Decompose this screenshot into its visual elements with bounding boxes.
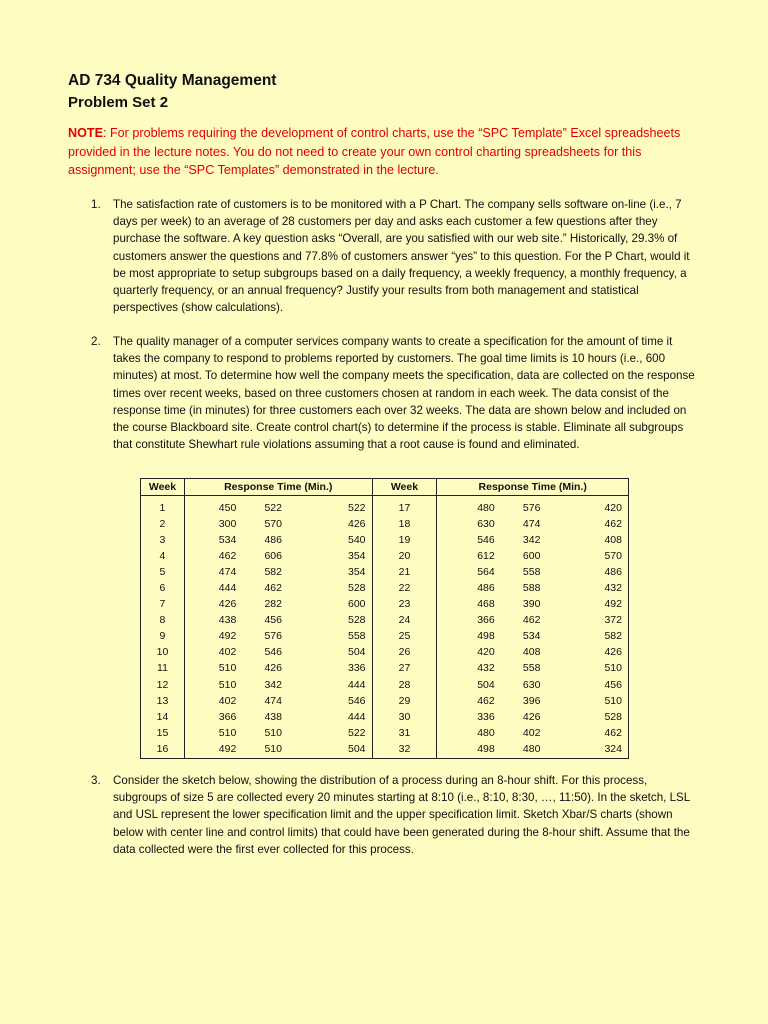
response-cell: 504: [302, 645, 372, 661]
response-cell: 474: [522, 517, 541, 530]
week-cell: 13: [141, 693, 185, 709]
response-cell: 582: [264, 565, 282, 578]
response-cell: 438: [264, 710, 282, 723]
response-cell: 366: [218, 710, 237, 723]
table-row: [141, 532, 629, 548]
response-cell: 558: [522, 662, 541, 675]
response-cell: 474: [218, 565, 237, 578]
response-cell: 498: [437, 741, 503, 758]
table-row: [141, 564, 629, 580]
response-cell: 402: [218, 646, 237, 659]
response-cell: 576: [264, 630, 282, 643]
response-cell: 342: [264, 678, 282, 691]
response-cell: 510: [218, 662, 237, 675]
response-cell: 462: [561, 516, 629, 532]
response-cell: 564: [477, 565, 495, 578]
week-cell: 21: [372, 564, 437, 580]
response-cell: 480: [477, 501, 495, 514]
week-cell: 3: [141, 532, 185, 548]
table-row: [141, 516, 629, 532]
table-row: [141, 645, 629, 661]
week-cell: 22: [372, 580, 437, 596]
table-row: [141, 580, 629, 596]
response-cell: 504: [477, 678, 495, 691]
response-cell: 546: [302, 693, 372, 709]
problem-text: The satisfaction rate of customers is to be monitored with a P Chart. The company sells software on-line (i.e., 7 days per week) to an average of 28 customers per day and asks each customer a few questions after they purchase the software. A key question asks “Overall, are you satisfied with our web site.” Historically, 29.3% of customers answer the questions and 77.8% of customers answer “yes” to this question. For the P Chart, would it be most appropriate to setup subgroups based on a daily frequency, a weekly frequency, a monthly frequency, a quarterly frequency, or an annual frequency? Justify your results from both management and statistical perspectives (show calculations).: [113, 198, 690, 315]
header-response-time: Response Time (Min.): [184, 479, 372, 496]
week-cell: 23: [372, 597, 437, 613]
response-cell: 462: [561, 725, 629, 741]
response-cell: 606: [264, 549, 282, 562]
week-cell: 26: [372, 645, 437, 661]
table-row: [141, 677, 629, 693]
week-cell: 16: [141, 741, 185, 758]
response-cell: 570: [561, 548, 629, 564]
response-cell: 444: [218, 582, 237, 595]
response-cell: 462: [218, 549, 237, 562]
response-cell: 408: [522, 646, 541, 659]
response-cell: 480: [503, 741, 561, 758]
week-cell: 5: [141, 564, 185, 580]
response-cell: 426: [264, 662, 282, 675]
week-cell: 25: [372, 629, 437, 645]
table-row: [141, 693, 629, 709]
response-cell: 426: [522, 710, 541, 723]
response-cell: 558: [302, 629, 372, 645]
response-cell: 444: [302, 677, 372, 693]
response-cell: 300: [218, 517, 237, 530]
response-cell: 450: [218, 501, 237, 514]
response-cell: 480: [477, 726, 495, 739]
response-cell: 420: [477, 646, 495, 659]
week-cell: 14: [141, 709, 185, 725]
response-cell: 396: [522, 694, 541, 707]
response-cell: 504: [302, 741, 372, 758]
response-cell: 510: [218, 726, 237, 739]
response-cell: 426: [561, 645, 629, 661]
week-cell: 18: [372, 516, 437, 532]
response-cell: 420: [561, 496, 629, 517]
note-paragraph: [68, 124, 708, 180]
week-cell: 30: [372, 709, 437, 725]
response-cell: 510: [561, 693, 629, 709]
response-cell: 492: [218, 630, 237, 643]
response-cell: 486: [477, 582, 495, 595]
problem-number: 1.: [91, 198, 101, 211]
response-cell: 372: [561, 613, 629, 629]
table-row: [141, 629, 629, 645]
response-cell: 474: [264, 694, 282, 707]
response-cell: 456: [561, 677, 629, 693]
response-cell: 528: [561, 709, 629, 725]
response-cell: 600: [302, 597, 372, 613]
table-row: [141, 725, 629, 741]
response-cell: 600: [522, 549, 541, 562]
response-cell: 282: [264, 598, 282, 611]
week-cell: 17: [372, 496, 437, 517]
response-cell: 510: [218, 678, 237, 691]
table-header-row: [141, 479, 629, 496]
response-cell: 582: [561, 629, 629, 645]
note-label: NOTE: [68, 126, 103, 140]
table-row: [141, 597, 629, 613]
week-cell: 1: [141, 496, 185, 517]
response-cell: 492: [184, 741, 244, 758]
table-row: [141, 496, 629, 517]
response-cell: 462: [522, 614, 541, 627]
response-cell: 336: [477, 710, 495, 723]
problem-text: The quality manager of a computer services company wants to create a specification for the amount of time it takes the company to respond to problems reported by customers. The goal time limits is 10 hours (i.e., 600 minutes) at most. To determine how well the company meets the specification, data are collected on the response times over recent weeks, based on three customers chosen at random in each week. The data consist of the response time (in minutes) for three customers each over 32 weeks. The data are shown below and included on the course Blackboard site. Create control chart(s) to determine if the process is stable. Eliminate all subgroups that constitute Shewhart rule violations assuming that a root cause is found and eliminated.: [113, 335, 695, 452]
response-cell: 498: [477, 630, 495, 643]
response-cell: 432: [561, 580, 629, 596]
table-row: [141, 548, 629, 564]
course-title: AD 734 Quality Management: [68, 72, 277, 89]
response-cell: 462: [477, 694, 495, 707]
week-cell: 7: [141, 597, 185, 613]
response-cell: 426: [302, 516, 372, 532]
table-row: [141, 661, 629, 677]
week-cell: 9: [141, 629, 185, 645]
response-cell: 522: [264, 501, 282, 514]
response-cell: 468: [477, 598, 495, 611]
response-cell: 510: [244, 741, 302, 758]
table-row: [141, 741, 629, 758]
problem-2: [91, 333, 703, 453]
week-cell: 12: [141, 677, 185, 693]
week-cell: 2: [141, 516, 185, 532]
problem-3: [91, 772, 703, 858]
response-cell: 546: [264, 646, 282, 659]
week-cell: 32: [372, 741, 437, 758]
week-cell: 19: [372, 532, 437, 548]
response-cell: 336: [302, 661, 372, 677]
header-response-time: Response Time (Min.): [437, 479, 629, 496]
response-cell: 486: [561, 564, 629, 580]
problem-number: 3.: [91, 774, 101, 787]
response-cell: 354: [302, 548, 372, 564]
response-cell: 522: [302, 496, 372, 517]
response-cell: 540: [302, 532, 372, 548]
table-body: [141, 496, 629, 759]
response-cell: 486: [264, 533, 282, 546]
response-cell: 354: [302, 564, 372, 580]
week-cell: 15: [141, 725, 185, 741]
response-cell: 630: [477, 517, 495, 530]
response-cell: 438: [218, 614, 237, 627]
problem-number: 2.: [91, 335, 101, 348]
week-cell: 27: [372, 661, 437, 677]
week-cell: 29: [372, 693, 437, 709]
response-cell: 510: [561, 661, 629, 677]
week-cell: 31: [372, 725, 437, 741]
response-cell: 588: [522, 582, 541, 595]
header-week: Week: [372, 479, 437, 496]
note-text: : For problems requiring the development of control charts, use the “SPC Template” Excel spreadsheets provided in the lecture notes. You do not need to create your own control charting spreadsheets for this assignment; use the “SPC Templates” demonstrated in the lecture.: [68, 126, 681, 177]
response-cell: 528: [302, 613, 372, 629]
week-cell: 6: [141, 580, 185, 596]
response-cell: 528: [302, 580, 372, 596]
response-cell: 342: [522, 533, 541, 546]
response-cell: 534: [522, 630, 541, 643]
week-cell: 4: [141, 548, 185, 564]
problem-1: [91, 196, 703, 316]
response-cell: 462: [264, 582, 282, 595]
response-time-table: [140, 478, 629, 759]
problem-text: Consider the sketch below, showing the distribution of a process during an 8-hour shift. For this process, subgroups of size 5 are collected every 20 minutes starting at 8:10 (i.e., 8:10, 8:30, …, 11:50). In the sketch, LSL and USL represent the lower specification limit and the upper specification limit. Sketch Xbar/S charts (shown below with center line and control limits) that could have been generated during the 8-hour shift. Assume that the data collected were the first ever collected for this process.: [113, 774, 690, 856]
week-cell: 8: [141, 613, 185, 629]
week-cell: 20: [372, 548, 437, 564]
response-cell: 546: [477, 533, 495, 546]
response-cell: 402: [218, 694, 237, 707]
week-cell: 11: [141, 661, 185, 677]
response-cell: 612: [477, 549, 495, 562]
response-cell: 522: [302, 725, 372, 741]
table-row: [141, 613, 629, 629]
response-cell: 492: [561, 597, 629, 613]
week-cell: 28: [372, 677, 437, 693]
response-cell: 408: [561, 532, 629, 548]
response-cell: 366: [477, 614, 495, 627]
response-cell: 630: [522, 678, 541, 691]
week-cell: 10: [141, 645, 185, 661]
response-cell: 426: [218, 598, 237, 611]
response-cell: 324: [561, 741, 629, 758]
response-cell: 444: [302, 709, 372, 725]
response-cell: 402: [522, 726, 541, 739]
response-cell: 432: [477, 662, 495, 675]
week-cell: 24: [372, 613, 437, 629]
response-cell: 570: [264, 517, 282, 530]
response-cell: 510: [264, 726, 282, 739]
response-cell: 390: [522, 598, 541, 611]
response-cell: 558: [522, 565, 541, 578]
table-row: [141, 709, 629, 725]
response-cell: 456: [264, 614, 282, 627]
problem-set-title: Problem Set 2: [68, 94, 169, 111]
header-week: Week: [141, 479, 185, 496]
response-cell: 576: [522, 501, 541, 514]
response-cell: 534: [218, 533, 237, 546]
